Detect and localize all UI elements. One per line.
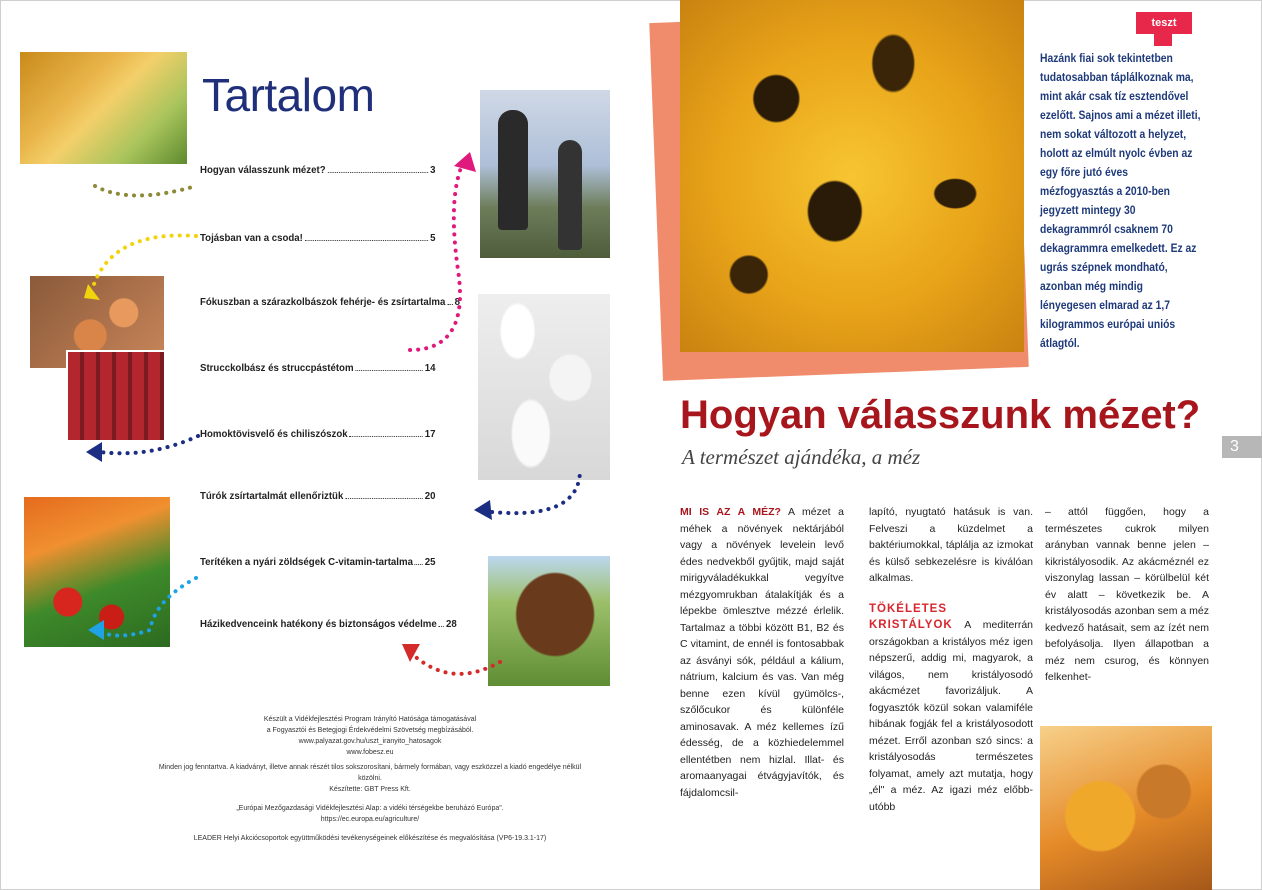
toc-leader-dots bbox=[355, 370, 423, 371]
credits-line: www.fobesz.eu bbox=[346, 749, 394, 756]
credits-block bbox=[150, 714, 590, 844]
article-column-2 bbox=[869, 504, 1033, 815]
lead-paragraph: Hazánk fiai sok tekintetben tudatosabban táplálkoznak ma, mint akár csak tíz esztendővel ezelőtt. Sajnos ami a mézet illeti, nem sokat változott a helyzet, holott az elmúlt nyolc évben az egy főre jutó éves mézfogyasztás a 2010-ben jegyzett mintegy 30 dekagrammról csaknem 70 dekagrammra emelkedett. Ez az ugrás szépnek mondható, azonban még mindig lényegesen elmarad az 1,7 kilogrammos európai uniós átlagtól. bbox=[1040, 53, 1201, 350]
toc-leader-dots bbox=[345, 498, 423, 499]
credits-line: www.palyazat.gov.hu/uszt_iranyito_hatosagok bbox=[298, 738, 442, 745]
credits-line: https://ec.europa.eu/agriculture/ bbox=[320, 816, 420, 823]
credits-line: LEADER Helyi Akciócsoportok együttműködési tevékenységeinek előkészítése és megvalósítása (VP6-19.3.1-17) bbox=[193, 835, 547, 842]
body-text: A mediterrán országokban a kristályos méz igen népszerű, addig mi, magyarok, a világos, nem kristályosodó akácmézet favorizáljuk. A fogyasztók közül sokan valamiféle hibának fogják fel a kristályosodott mézet. Erről azonban szó sincs: a kristályosodás természetes folyamat, amely azt mutatja, hogy „él" a méz. Az igazi méz előbb-utóbb bbox=[869, 619, 1033, 813]
vegetables-photo bbox=[24, 497, 170, 647]
toc-item-seabuckthorn[interactable] bbox=[200, 424, 436, 440]
toc-item-page: 20 bbox=[424, 490, 436, 502]
test-badge: teszt bbox=[1136, 12, 1192, 34]
paragraph: – attól függően, hogy a természetes cukrok milyen arányban vannak benne jelen – kikristályosodik. Az akácméznél ez viszonylag lassan – körülbelül két év alatt – következik be. A kristályosodás azonban sem a méz kedvező hatásait, sem az ízét nem befolyásolja. Ilyen állapotban a méz nem csurog, és könnyen felkenhet- bbox=[1045, 506, 1209, 683]
toc-leader-dots bbox=[349, 436, 422, 437]
toc-item-page: 17 bbox=[424, 428, 436, 440]
toc-leader-dots bbox=[439, 626, 445, 627]
toc-title: Tartalom bbox=[202, 69, 375, 121]
paragraph: lapító, nyugtató hatásuk is van. Felveszi a küzdelmet a baktériumokkal, táplálja az izmokat és külső sebkezelésre is kiválóan alkalmas. bbox=[869, 506, 1033, 584]
toc-item-label: Hogyan válasszunk mézet? bbox=[200, 164, 326, 176]
toc-item-eggs[interactable] bbox=[200, 228, 436, 244]
toc-item-page: 25 bbox=[424, 556, 436, 568]
bees-photo bbox=[680, 0, 1024, 352]
toc-item-label: Túrók zsírtartalmát ellenőriztük bbox=[200, 490, 344, 502]
toc-item-page: 3 bbox=[430, 164, 436, 176]
toc-leader-dots bbox=[327, 172, 428, 173]
ostrich-photo bbox=[480, 90, 610, 258]
toc-item-label: Terítéken a nyári zöldségek C-vitamin-tartalma bbox=[200, 556, 413, 568]
page-number: 3 bbox=[1222, 436, 1262, 458]
toc-leader-dots bbox=[447, 304, 453, 305]
toc-item-curd[interactable] bbox=[200, 486, 436, 502]
credits-line: „Európai Mezőgazdasági Vidékfejlesztési Alap: a vidéki térségekbe beruházó Európa". bbox=[236, 805, 504, 812]
credits-line: Készült a Vidékfejlesztési Program Irányító Hatósága támogatásával bbox=[263, 716, 477, 723]
toc-item-pets[interactable] bbox=[200, 614, 457, 630]
toc-item-label: Fókuszban a szárazkolbászok fehérje- és zsírtartalma bbox=[200, 296, 446, 308]
toc-item-label: Tojásban van a csoda! bbox=[200, 232, 303, 244]
toc-item-honey[interactable] bbox=[200, 160, 436, 176]
paragraph bbox=[869, 601, 1033, 816]
toc-item-page: 14 bbox=[424, 362, 436, 374]
toc-item-label: Strucckolbász és struccpástétom bbox=[200, 362, 354, 374]
section-heading: MI IS AZ A MÉZ? bbox=[680, 506, 781, 518]
toc-item-sausages[interactable] bbox=[200, 292, 460, 308]
credits-line: Készítette: GBT Press Kft. bbox=[329, 786, 411, 793]
article-title-regular: Hogyan válasszunk bbox=[680, 393, 1063, 437]
toc-item-page: 28 bbox=[445, 618, 457, 630]
sausages-photo bbox=[478, 294, 610, 480]
toc-item-label: Házikedvenceink hatékony és biztonságos védelme bbox=[200, 618, 437, 630]
section-heading: TÖKÉLETES KRISTÁLYOK bbox=[869, 602, 953, 631]
article-subtitle: A természet ajándéka, a méz bbox=[682, 445, 921, 469]
toc-item-label: Homoktövisvelő és chiliszószok bbox=[200, 428, 348, 440]
honeycomb-photo bbox=[20, 52, 187, 164]
body-text: A mézet a méhek a növények nektárjából vagy a növények levelein levő édes nedvekből gyűjtik, majd saját mirigyváladékukkal vegyítve mézgyomrukban átalakítják és a lépekbe ömlesztve mézzé érlelik. Tartalmaz a többi között B1, B2 és C vitamint, de ennél is fontosabbak az ásványi sók, például a kálium, nátrium, kalcium és vas. Van még benne ezen kívül gyümölcs-, szőlőcukor és különféle aminosavak. A méz kellemes ízű édesség, de a közhiedelemmel ellentétben nem hizlal. Illat- és aromaanyagai étvágyjavítók, és fájdalomcsil- bbox=[680, 506, 845, 799]
toc-item-page: 8 bbox=[454, 296, 460, 308]
toc-leader-dots bbox=[415, 564, 423, 565]
article-title bbox=[680, 393, 1200, 438]
credits-line: a Fogyasztói és Betegjogi Érdekvédelmi Szövetség megbízásából. bbox=[266, 727, 474, 734]
article-column-3 bbox=[1045, 504, 1209, 686]
toc-item-ostrich[interactable] bbox=[200, 358, 436, 374]
credits-line: Minden jog fenntartva. A kiadványt, illetve annak részét tilos sokszorosítani, bármely formában, vagy eszközzel a kiadó engedélye nélkül közölni. bbox=[158, 764, 582, 782]
toc-leader-dots bbox=[305, 240, 429, 241]
honey-jar-photo bbox=[1040, 726, 1212, 890]
toc-item-page: 5 bbox=[430, 232, 436, 244]
article-title-bold: mézet? bbox=[1062, 393, 1201, 437]
article-column-1 bbox=[680, 504, 844, 801]
toc-item-vegetables[interactable] bbox=[200, 552, 436, 568]
paragraph bbox=[680, 504, 844, 801]
jars-photo bbox=[66, 350, 166, 442]
dog-photo bbox=[488, 556, 610, 686]
